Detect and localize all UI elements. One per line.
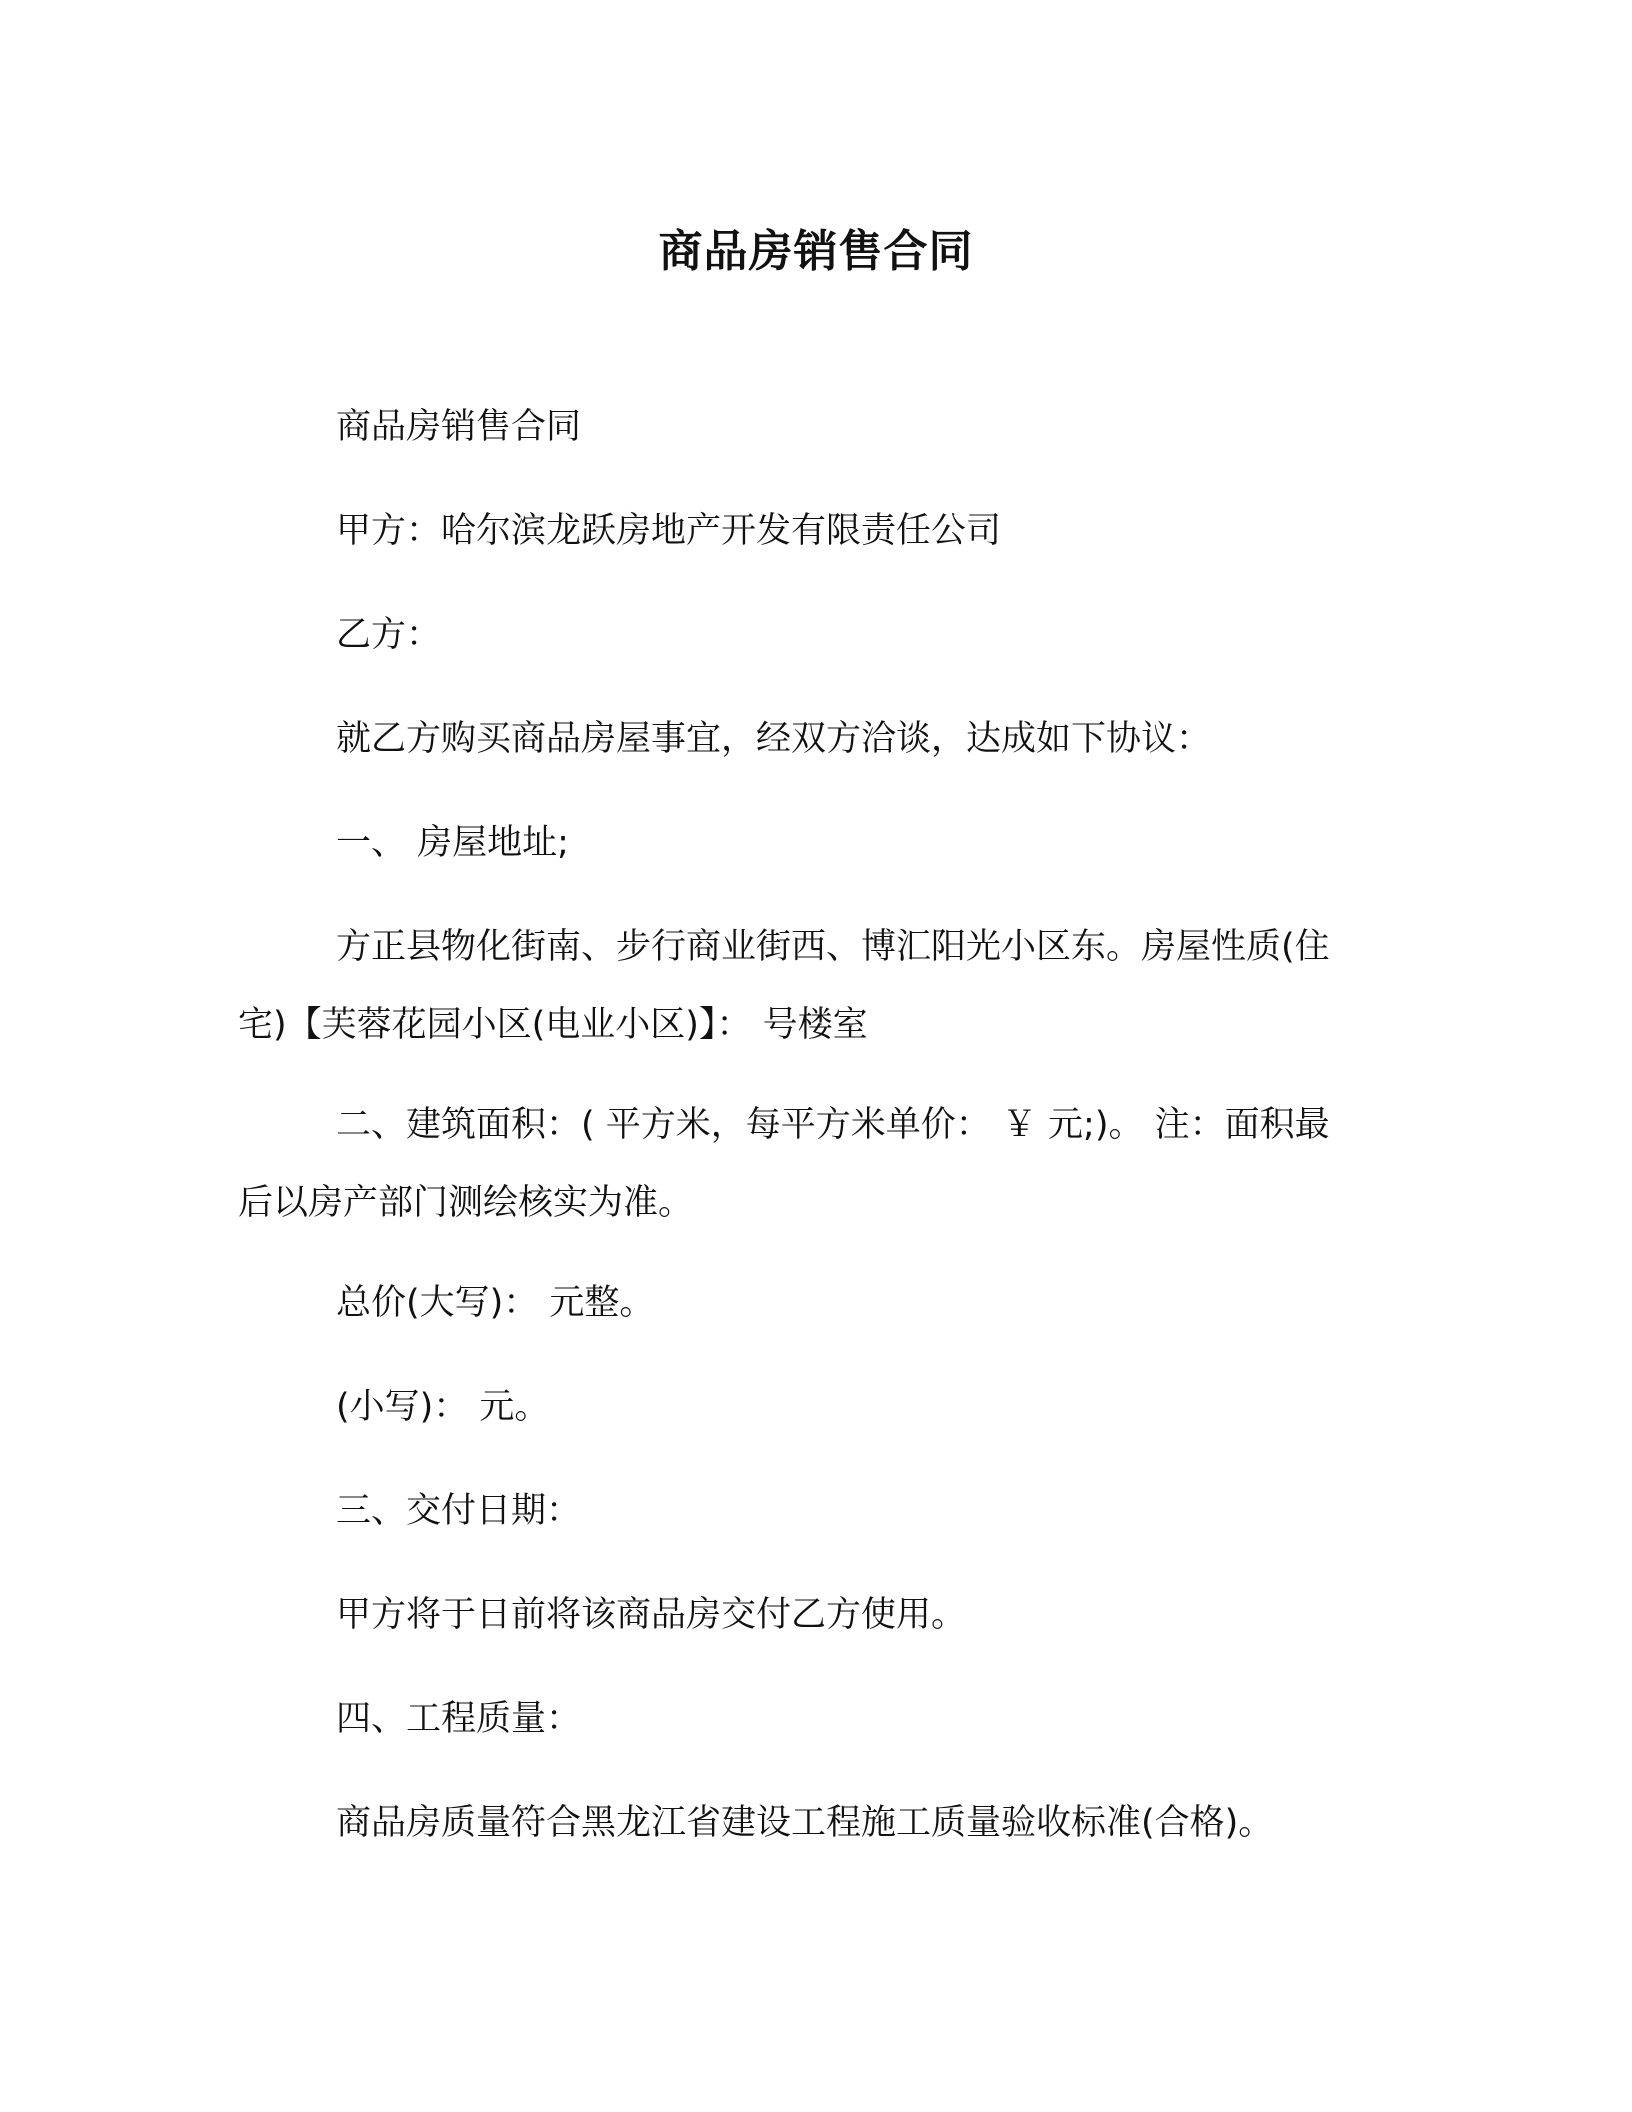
total-price-chinese-line: 总价(大写)： 元整。: [336, 1283, 655, 1323]
section-4-heading: 四、工程质量：: [336, 1699, 582, 1739]
section-3-heading: 三、交付日期：: [336, 1491, 582, 1531]
section-3-delivery-paragraph: 甲方将于日前将该商品房交付乙方使用。: [336, 1595, 967, 1635]
section-1-address-paragraph: 方正县物化街南、步行商业街西、博汇阳光小区东。房屋性质(住宅)【芙蓉花园小区(电业小区)】： 号楼室: [238, 927, 1330, 1045]
section-1-heading: 一、 房屋地址;: [336, 823, 569, 863]
intro-paragraph: 就乙方购买商品房屋事宜，经双方洽谈，达成如下协议：: [336, 719, 1212, 759]
contract-subtitle: 商品房销售合同: [336, 407, 582, 447]
party-b-line: 乙方：: [336, 615, 442, 655]
document-title: 商品房销售合同: [658, 226, 974, 277]
total-price-number-line: (小写)： 元。: [336, 1387, 550, 1427]
section-4-quality-paragraph: 商品房质量符合黑龙江省建设工程施工质量验收标准(合格)。: [336, 1803, 1274, 1843]
party-a-line: 甲方：哈尔滨龙跃房地产开发有限责任公司: [336, 511, 1002, 551]
section-2-area-paragraph: 二、建筑面积：( 平方米，每平方米单价： ￥ 元;)。 注：面积最后以房产部门测绘核实为准。: [238, 1105, 1330, 1223]
